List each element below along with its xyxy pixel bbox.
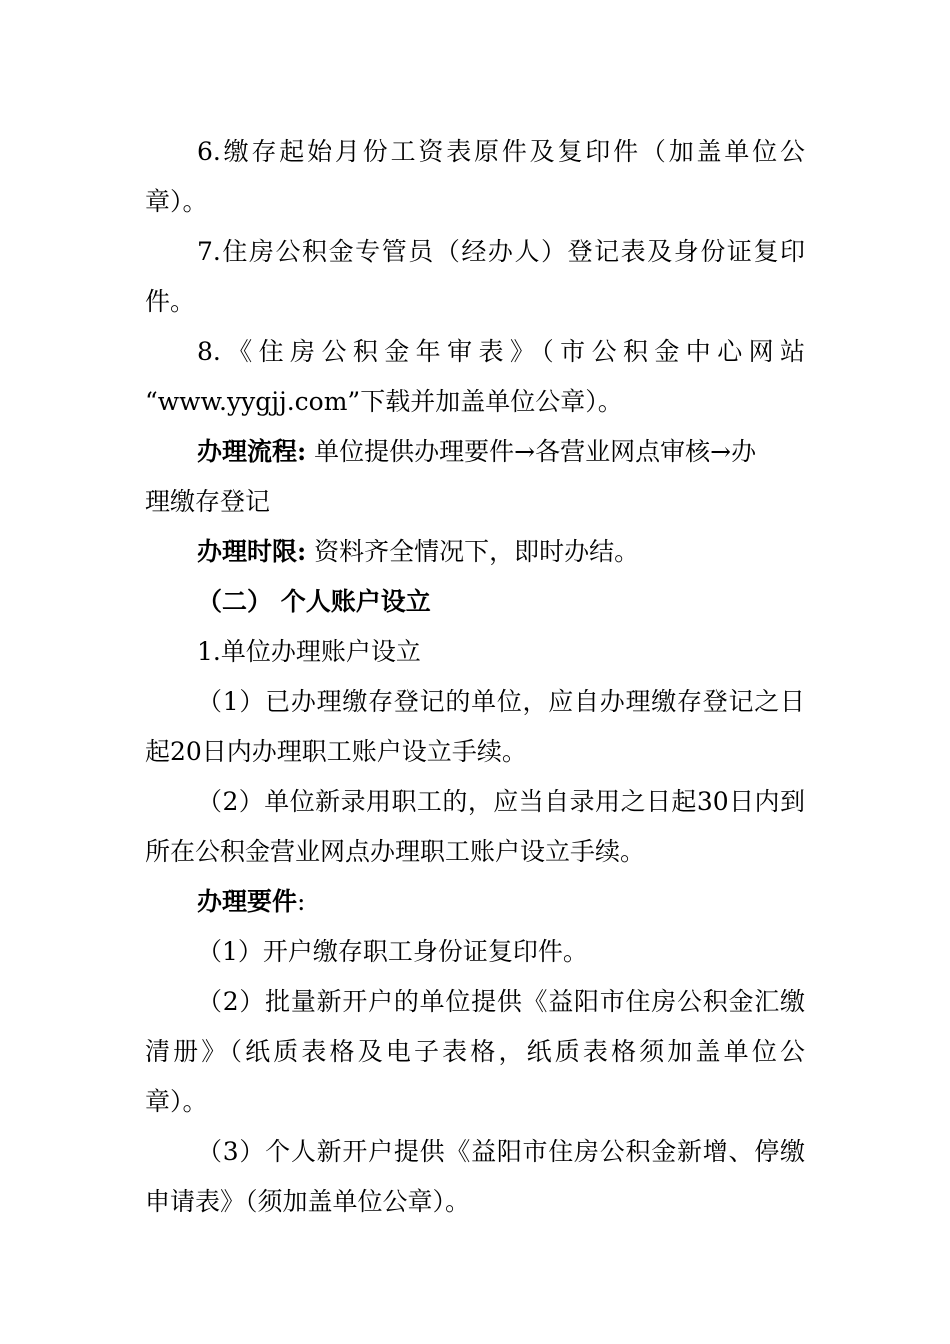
- section2-heading: （二） 个人账户设立: [197, 587, 431, 616]
- time-limit-text: 资料齐全情况下，即时办结。: [306, 537, 640, 566]
- item7-line1: 7.住房公积金专管员（经办人）登记表及身份证复印: [197, 237, 805, 266]
- item6-line2: 章）。: [145, 187, 208, 216]
- time-limit-label: 办理时限:: [197, 537, 307, 566]
- process-text: 单位提供办理要件→各营业网点审核→办: [306, 437, 757, 466]
- req2-line3: 章）。: [145, 1087, 208, 1116]
- req1-line1: （1）开户缴存职工身份证复印件。: [197, 937, 588, 966]
- process-line2: 理缴存登记: [145, 487, 271, 516]
- requirements-colon: :: [297, 887, 306, 916]
- req3-line1: （3）个人新开户提供《益阳市住房公积金新增、停缴: [197, 1137, 805, 1166]
- sub1-title: 1.单位办理账户设立: [197, 637, 421, 666]
- process-line1: [197, 435, 805, 469]
- para1-line2: 起20日内办理职工账户设立手续。: [145, 737, 527, 766]
- item7-line2: 件。: [145, 287, 196, 316]
- req2-line1: （2）批量新开户的单位提供《益阳市住房公积金汇缴: [197, 987, 805, 1016]
- requirements-label: 办理要件: [197, 887, 298, 916]
- req2-line2: 清册》（纸质表格及电子表格，纸质表格须加盖单位公: [145, 1037, 805, 1066]
- para1-line1: （1）已办理缴存登记的单位，应自办理缴存登记之日: [197, 687, 805, 716]
- req3-line2: 申请表》（须加盖单位公章）。: [145, 1187, 471, 1216]
- process-label: 办理流程:: [197, 437, 307, 466]
- time-limit-line: [197, 535, 805, 569]
- item8-line1: 8.《住房公积金年审表》（市公积金中心网站: [197, 337, 805, 366]
- para2-line2: 所在公积金营业网点办理职工账户设立手续。: [145, 837, 646, 866]
- item8-line2: “www.yygjj.com”下载并加盖单位公章）。: [145, 387, 623, 416]
- para2-line1: （2）单位新录用职工的，应当自录用之日起30日内到: [197, 787, 805, 816]
- item6-line1: 6.缴存起始月份工资表原件及复印件（加盖单位公: [197, 137, 805, 166]
- requirements-heading: [197, 885, 805, 919]
